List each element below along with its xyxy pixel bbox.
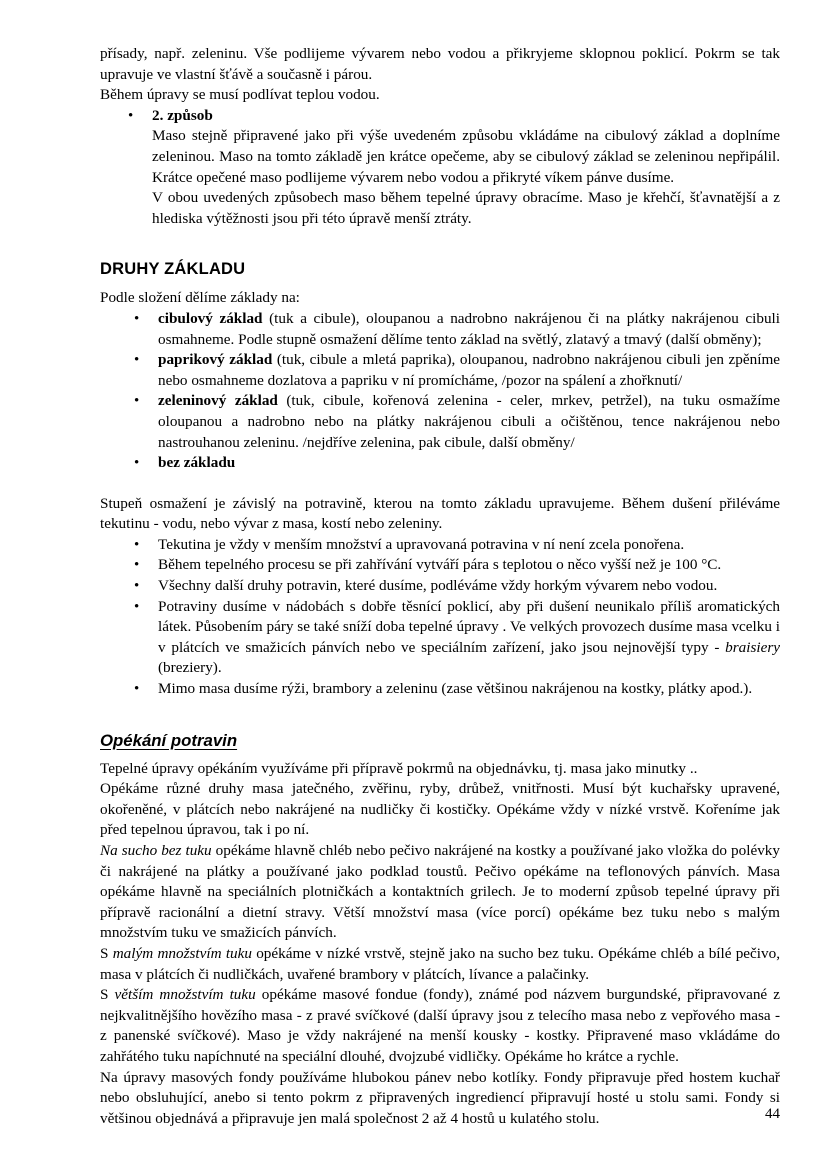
note-4-pre: Potraviny dusíme v nádobách s dobře těsnící poklicí, aby při dušení neunikalo příliš aromatických látek. Působením páry se také sníží doba tepelné úpravy . Ve velkých provozech dusíme masa vcelku i v plátcích ve smažicích pánvích nebo ve speciálním zařízení, jako jsou nejnovější typy - <box>158 597 780 656</box>
list-dusení-notes <box>100 535 780 700</box>
paragraph-opekani-6: Na úpravy masových fondy používáme hlubokou pánev nebo kotlíky. Fondy připravuje před hostem kuchař nebo obsluhující, anebo si tento pokrm z připravených ingrediencí připravují hosté u stolu sami. Fondy si většinou objednává a připravuje jen malá společnost 2 až 4 hostů u kulatého stolu. <box>100 1068 780 1127</box>
paragraph-opekani-1: Tepelné úpravy opékáním využíváme při přípravě pokrmů na objednávku, tj. masa jako minutky .. <box>100 759 698 777</box>
list-item-zpusob-label <box>100 106 780 127</box>
spacer <box>100 474 780 494</box>
desc-zeleninovy: (tuk, cibule, kořenová zelenina - celer, mrkev, petržel), na tuku osmažíme oloupanou a nadrobno nebo na plátky nakrájenou cibuli a očištěnou, tence nakrájenou nebo nastrouhanou zeleninu. /nejdříve zelenina, pak cibule, další obměny/ <box>158 392 780 451</box>
paragraph-druhy-intro: Podle složení dělíme základy na: <box>100 289 300 307</box>
italic-na-sucho-bez-tuku: Na sucho bez tuku <box>100 842 212 859</box>
paragraph-opekani-5-pre: S <box>100 986 115 1004</box>
paragraph-top-1: přísady, např. zeleninu. Vše podlijeme vývarem nebo vodou a přikryjeme sklopnou poklicí. Pokrm se tak upravuje ve vlastní šťávě a současně i párou. <box>100 45 780 83</box>
paragraph-opekani-3-rest: opékáme hlavně chléb nebo pečivo nakrájené na kostky a používané jako vložka do polévky či nakrájené na plátky a používané jako podklad toustů. Pečivo opékáme na teflonových pánvích. Masa opékáme hlavně na speciálních plotničkách a kontaktních grilech. Je to moderní způsob tepelné úpravy při přípravě racionální a dietní stravy. Větší množství masa (více porcí) opékáme bez tuku nebo s malým množstvím tuku ve smažicích pánvích. <box>100 842 780 942</box>
note-4-italic-braisiery: braisiery <box>725 638 780 656</box>
paragraph-opekani-2: Opékáme různé druhy masa jatečného, zvěřinu, ryby, drůbež, vnitřnosti. Musí být kuchařsky upravené, okořeněné, v plátcích nebo nakrájené na nudličky či kostičky. Opékáme vždy v nízké vrstvě. Kořeníme jak před tepelnou úpravou, tak i po ní. <box>100 780 780 839</box>
term-zeleninovy: zeleninový základ <box>158 392 278 410</box>
list-druhy-zakladu <box>100 309 780 474</box>
paragraph-stupen-osmazeni: Stupeň osmažení je závislý na potravině, kterou na tomto základu upravujeme. Během dušení přiléváme tekutinu - vodu, nebo vývar z masa, kostí nebo zeleniny. <box>100 494 780 533</box>
term-paprikovy: paprikový základ <box>158 351 273 369</box>
paragraph-opekani-4-pre: S <box>100 944 113 962</box>
desc-cibulovy: (tuk a cibule), oloupanou a nadrobno nakrájenou či na plátky nakrájenou cibuli osmahneme. Podle stupně osmažení dělíme tento základ na světlý, zlatavý a tmavý (další obměny); <box>158 309 780 348</box>
spacer <box>100 280 780 288</box>
desc-paprikovy: (tuk, cibule a mletá paprika), oloupanou, nadrobno nakrájenou cibuli jen zpěníme nebo osmahneme dozlatova a papriku v ní promícháme, /pozor na spálení a zhořknutí/ <box>158 351 780 389</box>
list-item-zaklad-zeleninovy <box>100 391 780 453</box>
spacer <box>100 229 780 259</box>
paragraph-opekani-3 <box>100 841 780 944</box>
italic-malym-mnozstvim-tuku: malým množstvím tuku <box>112 944 252 962</box>
paragraph-top-2: Během úpravy se musí podlívat teplou vodou. <box>100 86 380 104</box>
list-item-zaklad-cibulovy <box>100 309 780 350</box>
list-item-zaklad-bez <box>100 453 780 474</box>
paragraph-zpusob-body: Maso stejně připravené jako při výše uvedeném způsobu vkládáme na cibulový základ a doplníme zeleninou. Maso na tomto základě jen krátce opečeme, aby se cibulový základ se zeleninou nepřipálil. Krátce opečené maso podlijeme vývarem nebo vodou a přikryté víkem pánve dusíme. <box>152 127 780 186</box>
heading-druhy-zakladu: DRUHY ZÁKLADU <box>100 260 246 279</box>
italic-vetsim-mnozstvim-tuku: větším množstvím tuku <box>114 986 256 1004</box>
paragraph-opekani-5-rest: opékáme masové fondue (fondy), známé pod názvem burgundské, připravované z nejkvalitnějšího hovězího masa - z pravé svíčkové (další úpravy jsou z telecího masa nebo z vepřového masa - z panenské svíčkové). Maso je vždy nakrájené na menší kousky - kostky. Připravené maso vkládáme do zahřátého tuku napíchnuté na speciální dlouhé, dvojzubé vidličky. Opékáme ho krátce a rychle. <box>100 986 780 1065</box>
list-item-zaklad-paprikovy <box>100 350 780 391</box>
note-4-post: (breziery). <box>158 659 222 677</box>
page-content <box>100 44 780 1129</box>
zpusob-label-text: 2. způsob <box>152 106 213 124</box>
paragraph-opekani-5 <box>100 985 780 1067</box>
heading-opekani-potravin: Opékání potravin <box>100 730 238 750</box>
list-item-note-1: • Tekutina je vždy v menším množství a upravovaná potravina v ní není zcela ponořena. <box>100 535 780 556</box>
term-bez-zakladu: bez základu <box>158 454 236 472</box>
spacer <box>100 751 780 759</box>
paragraph-opekani-4 <box>100 944 780 985</box>
list-item-note-4 <box>100 597 780 679</box>
list-item-note-2: • Během tepelného procesu se při zahřívání vytváří pára s teplotou o něco vyšší než je 100 °C. <box>100 555 780 576</box>
list-item-note-5: • Mimo masa dusíme rýži, brambory a zeleninu (zase většinou nakrájenou na kostky, plátky apod.). <box>100 679 780 700</box>
spacer <box>100 700 780 730</box>
list-zpusob <box>100 106 780 127</box>
paragraph-opekani-4-rest: opékáme v nízké vrstvě, stejně jako na sucho bez tuku. Opékáme chléb a bílé pečivo, masa v plátcích či nudličkách, uvařené brambory v plátcích, lívance a palačinky. <box>100 944 780 983</box>
list-item-note-3: • Všechny další druhy potravin, které dusíme, podléváme vždy horkým vývarem nebo vodou. <box>100 576 780 597</box>
page-number: 44 <box>765 1106 780 1122</box>
paragraph-zpusob-body-2: V obou uvedených způsobech maso během tepelné úpravy obracíme. Maso je křehčí, šťavnatější a z hlediska výtěžnosti jsou při této úpravě menší ztráty. <box>152 189 780 227</box>
term-cibulovy: cibulový základ <box>158 309 263 327</box>
